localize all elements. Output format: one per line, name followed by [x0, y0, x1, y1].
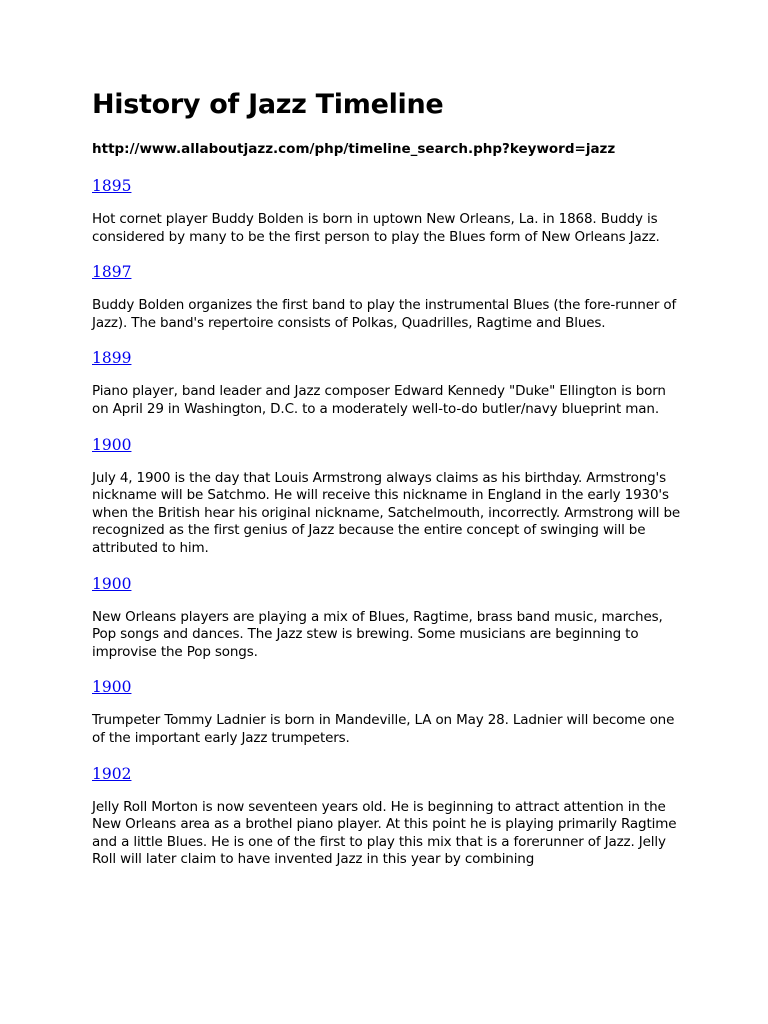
document-page [92, 88, 682, 885]
timeline-entry [92, 764, 682, 869]
year-link[interactable]: 1899 [92, 349, 132, 368]
entry-text: Jelly Roll Morton is now seventeen years old. He is beginning to attract attention in the New Orleans area as a brothel piano player. At this point he is playing primarily Ragtime and a little Blues. He is one of the first to play this mix that is a forerunner of Jazz. Jelly Roll will later claim to have invented Jazz in this year by combining [92, 798, 677, 868]
timeline-entry [92, 262, 682, 332]
timeline-entry [92, 348, 682, 418]
year-link[interactable]: 1895 [92, 177, 132, 195]
entry-text: Piano player, band leader and Jazz composer Edward Kennedy "Duke" Ellington is born on April 29 in Washington, D.C. to a moderately well-to-do butler/navy blueprint man. [92, 383, 666, 417]
year-link[interactable]: 1900 [92, 574, 132, 593]
year-link[interactable]: 1902 [92, 764, 132, 783]
year-link[interactable]: 1897 [92, 263, 132, 282]
year-link[interactable]: 1900 [92, 435, 132, 454]
timeline-entry [92, 435, 682, 558]
entry-text: July 4, 1900 is the day that Louis Armstrong always claims as his birthday. Armstrong's nickname will be Satchmo. He will receive this nickname in England in the early 1930's when the British hear his original nickname, Satchelmouth, incorrectly. Armstrong will be recognized as the first genius of Jazz because the entire concept of swinging will be attributed to him. [92, 469, 681, 556]
timeline-entry [92, 574, 682, 662]
timeline-entry [92, 176, 682, 246]
entry-text: Buddy Bolden organizes the first band to play the instrumental Blues (the fore-runner of Jazz). The band's repertoire consists of Polkas, Quadrilles, Ragtime and Blues. [92, 297, 677, 331]
page-title: History of Jazz Timeline [92, 89, 444, 120]
entry-text: New Orleans players are playing a mix of Blues, Ragtime, brass band music, marches, Pop songs and dances. The Jazz stew is brewing. Some musicians are beginning to improvise the Pop songs. [92, 608, 663, 660]
entry-text: Trumpeter Tommy Ladnier is born in Mandeville, LA on May 28. Ladnier will become one of the important early Jazz trumpeters. [92, 712, 675, 746]
year-link[interactable]: 1900 [92, 678, 132, 697]
entry-text: Hot cornet player Buddy Bolden is born in uptown New Orleans, La. in 1868. Buddy is considered by many to be the first person to play the Blues form of New Orleans Jazz. [92, 211, 660, 245]
source-url: http://www.allaboutjazz.com/php/timeline_search.php?keyword=jazz [92, 141, 616, 157]
timeline-entry [92, 677, 682, 747]
